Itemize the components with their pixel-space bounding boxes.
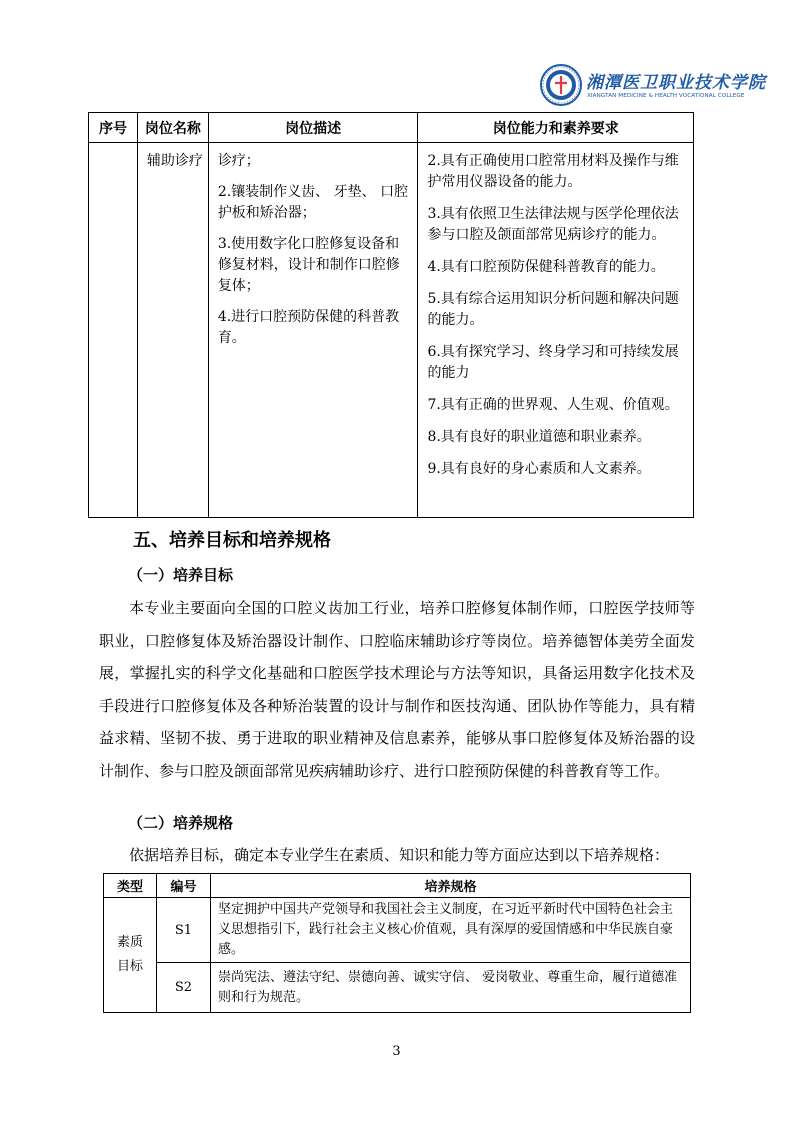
job-competency-table [88,112,694,518]
code-cell: S1 [157,898,211,963]
header-index: 序号 [89,113,138,143]
type-label: 素质目标 [116,935,143,974]
requirement-line: 8.具有良好的职业道德和职业素养。 [427,429,651,445]
page-number: 3 [392,1044,401,1059]
header-description: 岗位描述 [208,113,418,143]
training-specs-intro: 依据培养目标，确定本专业学生在素质、知识和能力等方面应达到以下培养规格： [129,846,670,864]
description-line: 4.进行口腔预防保健的科普教育。 [217,309,400,346]
college-emblem-icon [540,64,582,106]
code-cell: S2 [157,963,211,1013]
description-line: 诊疗； [217,153,260,169]
subsection-training-goals: （一）培养目标 [128,566,234,584]
training-goals-paragraph: 本专业主要面向全国的口腔义齿加工行业，培养口腔修复体制作师，口腔医学技师等职业，口腔修复体及矫治器设计制作、口腔临床辅助诊疗等岗位。培养德智体美劳全面发展，掌握扎实的科学文化基础和口腔医学技术理论与方法等知识，具备运用数字化技术及手段进行口腔修复体及各种矫治装置的设计与制作和医技沟通、团队协作等能力，具有精益求精、坚韧不拔、勇于进取的职业精神及信息素养，能够从事口腔修复体及矫治器的设计制作、参与口腔及颌面部常见疾病辅助诊疗、进行口腔预防保健的科普教育等工作。 [99,599,695,780]
header-requirements: 岗位能力和素养要求 [418,113,694,143]
training-spec-table [103,873,691,1013]
requirement-line: 5.具有综合运用知识分析问题和解决问题的能力。 [427,291,679,328]
requirement-line: 7.具有正确的世界观、人生观、价值观。 [427,397,679,413]
logo-chinese-name: 湘潭医卫职业技术学院 [586,73,766,93]
subsection-training-specs: （二）培养规格 [128,814,234,832]
table-row [89,143,694,518]
section-title: 五、培养目标和培养规格 [133,530,331,551]
requirement-line: 9.具有良好的身心素质和人文素养。 [427,461,651,477]
header-code: 编号 [157,874,211,898]
requirement-line: 3.具有依照卫生法律法规与医学伦理依法参与口腔及颌面部常见病诊疗的能力。 [427,206,679,243]
college-logo [540,64,766,112]
type-cell [104,898,157,1013]
requirement-line: 4.具有口腔预防保健科普教育的能力。 [427,259,665,275]
logo-english-name: XIANGTAN MEDICINE & HEALTH VOCATIONAL COLLEGE [587,93,745,99]
table-row [104,963,691,1013]
description-cell [208,143,418,518]
table-header-row [89,113,694,143]
requirement-line: 6.具有探究学习、终身学习和可持续发展的能力 [427,344,679,381]
position-name: 辅助诊疗 [146,153,203,169]
table-header-row [104,874,691,898]
spec-cell: 坚定拥护中国共产党领导和我国社会主义制度，在习近平新时代中国特色社会主义思想指引下，践行社会主义核心价值观，具有深厚的爱国情感和中华民族自豪感。 [211,898,691,963]
table-row [104,898,691,963]
position-cell [137,143,208,518]
header-position: 岗位名称 [137,113,208,143]
index-cell [89,143,138,518]
spec-cell: 崇尚宪法、遵法守纪、崇德向善、诚实守信、 爱岗敬业、尊重生命，履行道德准则和行为规范。 [211,963,691,1013]
header-type: 类型 [104,874,157,898]
description-line: 3.使用数字化口腔修复设备和修复材料，设计和制作口腔修复体； [217,236,400,294]
header-spec: 培养规格 [211,874,691,898]
description-line: 2.镶装制作义齿、 牙垫、 口腔护板和矫治器； [217,184,409,221]
requirements-cell [418,143,694,518]
requirement-line: 2.具有正确使用口腔常用材料及操作与维护常用仪器设备的能力。 [427,153,679,190]
